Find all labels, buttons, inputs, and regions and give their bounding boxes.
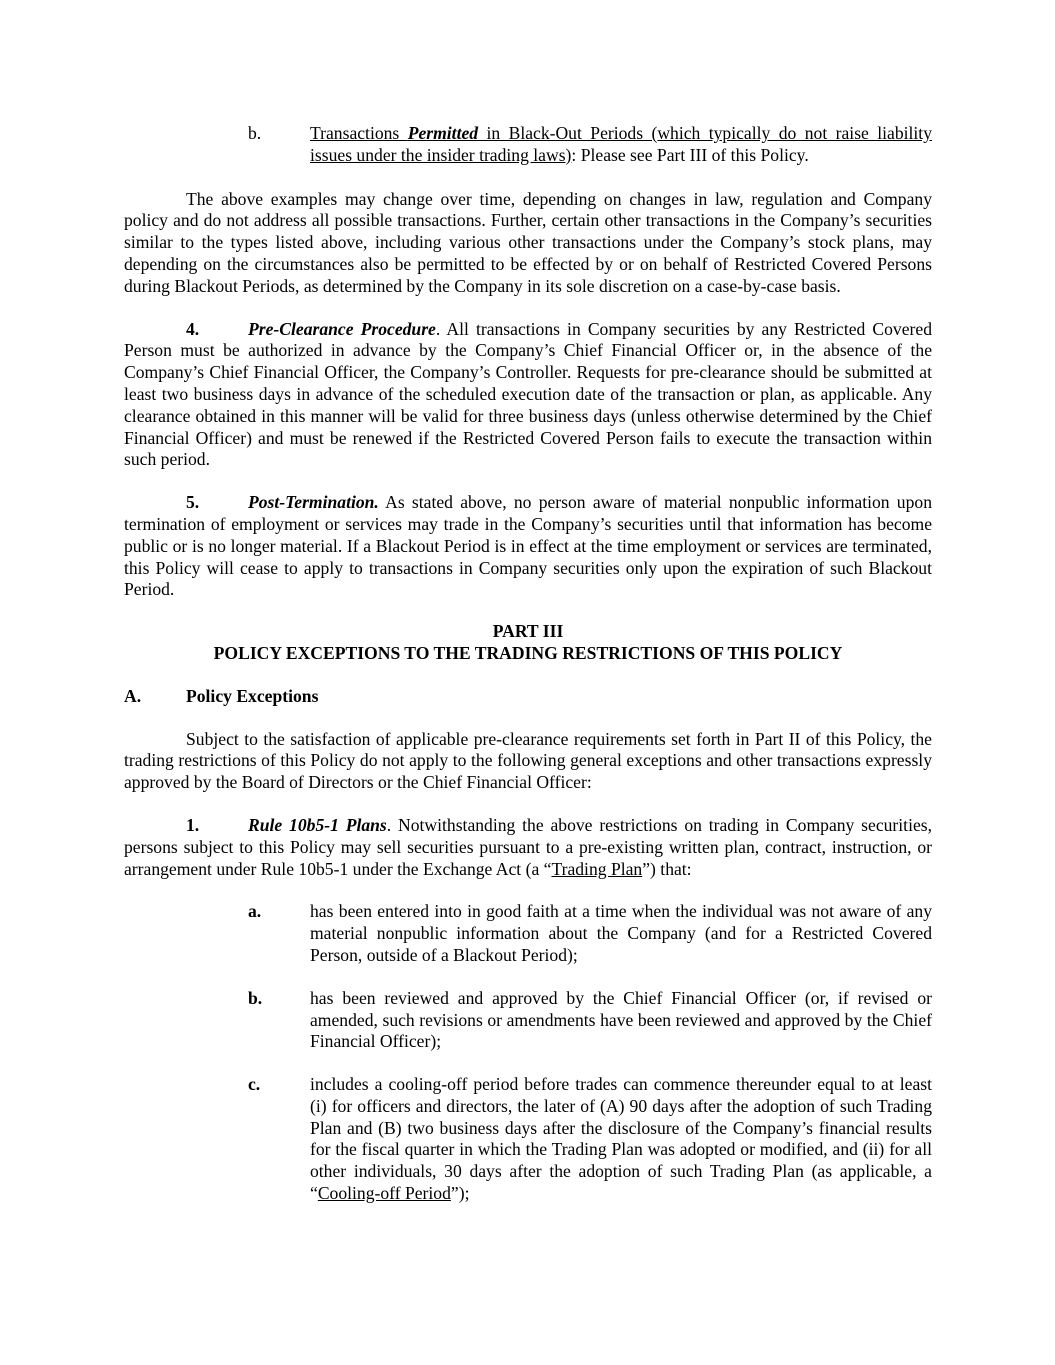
- list-item-b-label: b.: [248, 987, 263, 1008]
- section-a-label: A.: [124, 685, 142, 706]
- section-4-number: 4.: [186, 318, 200, 339]
- paragraph-examples: The above examples may change over time, depending on changes in law, regulation and Company policy and do not address all possible transactions. Further, certain other transactions in the Company’s securities similar to the types listed above, including various other transactions under the Company’s stock plans, may depending on the circumstances also be permitted to be effected by or on behalf of Restricted Covered Persons during Blackout Periods, as determined by the Company in its sole discretion on a case-by-case basis.: [124, 188, 932, 296]
- item-b-tail: : Please see Part III of this Policy.: [571, 144, 809, 165]
- section-4-pre-clearance: 4. Pre-Clearance Procedure. All transactions in Company securities by any Restricted Covered Person must be authorized in advance by the Company’s Chief Financial Officer or, in the absence of the Company’s Chief Financial Officer, the Company’s Controller. Requests for pre-clearance should be submitted at least two business days in advance of the scheduled execution date of the transaction or plan, as applicable. Any clearance obtained in this manner will be valid for three business days (unless otherwise determined by the Chief Financial Officer) and must be renewed if the Restricted Covered Person fails to execute the transaction within such period.: [124, 318, 932, 470]
- list-item-a-text: has been entered into in good faith at a time when the individual was not aware of any material nonpublic information about the Company (and for a Restricted Covered Person, outside of a Blackout Period);: [310, 901, 932, 965]
- list-item-a-label: a.: [248, 901, 262, 922]
- list-item-a: [124, 901, 932, 966]
- section-5-title: Post-Termination.: [248, 492, 379, 513]
- list-item-c: [124, 1074, 932, 1205]
- item-b-text: [310, 123, 932, 167]
- section-4-title: Pre-Clearance Procedure: [248, 318, 436, 339]
- section-1-title: Rule 10b5-1 Plans: [248, 814, 387, 835]
- list-item-c-text: includes a cooling-off period before trades can commence thereunder equal to at least (i) for officers and directors, the later of (A) 90 days after the adoption of such Trading Plan and (B) two business days after the disclosure of the Company’s financial results for the fiscal quarter in which the Trading Plan was adopted or modified, and (ii) for all other individuals, 30 days after the adoption of such Trading Plan (as applicable, a “Cooling-off Period”);: [310, 1074, 932, 1204]
- item-b-permitted-transactions: [124, 123, 932, 167]
- section-a-title: Policy Exceptions: [186, 685, 319, 706]
- section-5-number: 5.: [186, 492, 200, 513]
- part-3-subheading: POLICY EXCEPTIONS TO THE TRADING RESTRICTIONS OF THIS POLICY: [213, 642, 843, 663]
- cooling-off-period-term: Cooling-off Period: [317, 1183, 451, 1204]
- document-page: [124, 123, 932, 1205]
- item-b-emphasis: Permitted: [407, 123, 479, 143]
- section-5-post-termination: [124, 492, 932, 601]
- list-item-b: [124, 988, 932, 1053]
- list-item-b-text: has been reviewed and approved by the Chief Financial Officer (or, if revised or amended, such revisions or amendments have been reviewed and approved by the Chief Financial Officer);: [310, 987, 932, 1052]
- trading-plan-term: Trading Plan: [551, 858, 643, 879]
- section-1-number: 1.: [186, 814, 200, 835]
- list-item-c-label: c.: [248, 1074, 261, 1095]
- section-4-body: All transactions in Company securities by any Restricted Covered Person must be authorized in advance by the Company’s Chief Financial Officer or, in the absence of the Company’s Chief Financial Officer, the Company’s Controller. Requests for pre-clearance should be submitted at least two business days in advance of the scheduled execution date of the transaction or plan, as applicable. Any clearance obtained in this manner will be valid for three business days (unless otherwise determined by the Chief Financial Officer) and must be renewed if the Restricted Covered Person fails to execute the transaction within such period.: [124, 318, 932, 470]
- section-5-body: As stated above, no person aware of material nonpublic information upon termination of employment or services may trade in the Company’s securities until that information has become public or is no longer material. If a Blackout Period is in effect at the time employment or services are terminated, this Policy will cease to apply to transactions in Company securities only upon the expiration of such Blackout Period.: [124, 492, 932, 600]
- section-1-rule-10b5-1: 1. Rule 10b5-1 Plans. Notwithstanding the above restrictions on trading in Company securities, persons subject to this Policy may sell securities pursuant to a pre-existing written plan, contract, instruction, or arrangement under Rule 10b5-1 under the Exchange Act (a “Trading Plan”) that:: [124, 814, 933, 879]
- item-b-heading: Transactions Permitted in Black-Out Periods (which typically do not raise liability issues under the insider trading laws): [310, 123, 932, 165]
- part-3-heading: PART III: [492, 621, 564, 642]
- paragraph-subject-to: Subject to the satisfaction of applicable pre-clearance requirements set forth in Part II of this Policy, the trading restrictions of this Policy do not apply to the following general exceptions and other transactions expressly approved by the Board of Directors or the Chief Financial Officer:: [124, 728, 932, 793]
- item-b-label: b.: [248, 123, 262, 143]
- section-a-heading: [124, 686, 932, 708]
- section-1-body: Notwithstanding the above restrictions on trading in Company securities, persons subject to this Policy may sell securities pursuant to a pre-existing written plan, contract, instruction, or arrangement under Rule 10b5-1 under the Exchange Act (a “: [124, 814, 933, 879]
